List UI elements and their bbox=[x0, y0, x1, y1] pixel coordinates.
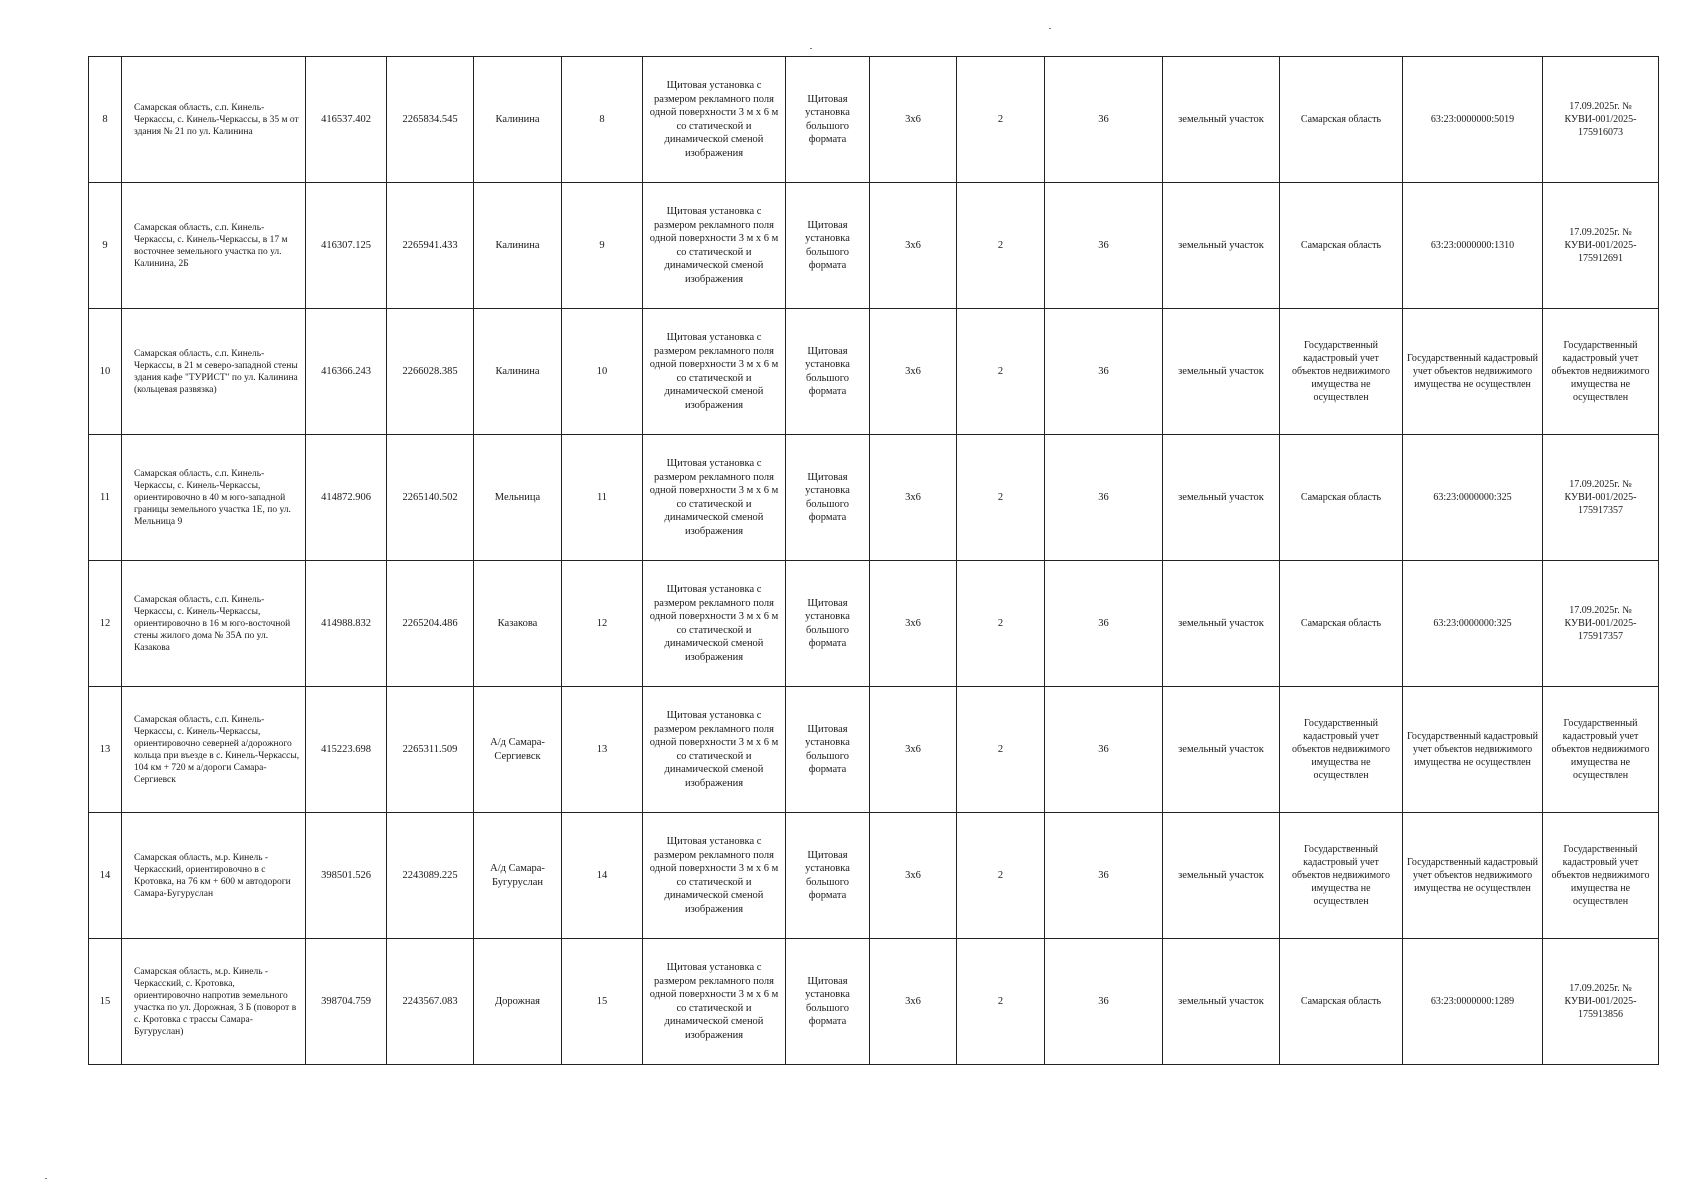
coord-x-cell: 416307.125 bbox=[306, 183, 387, 309]
owner-cell: Самарская область bbox=[1280, 57, 1403, 183]
table-row bbox=[89, 939, 1659, 1065]
land-type-cell: земельный участок bbox=[1163, 183, 1280, 309]
area-cell: 36 bbox=[1045, 57, 1163, 183]
registry-record-cell: Государственный кадастровый учет объектов недвижимого имущества не осуществлен bbox=[1543, 687, 1659, 813]
sides-cell: 2 bbox=[957, 309, 1045, 435]
size-cell: 3х6 bbox=[870, 687, 957, 813]
table-row bbox=[89, 687, 1659, 813]
structure-type-cell: Щитовая установка с размером рекламного поля одной поверхности 3 м х 6 м со статической и динамической сменой изображения bbox=[643, 309, 786, 435]
area-cell: 36 bbox=[1045, 687, 1163, 813]
structure-type-cell: Щитовая установка с размером рекламного поля одной поверхности 3 м х 6 м со статической и динамической сменой изображения bbox=[643, 183, 786, 309]
place-number-cell: 14 bbox=[562, 813, 643, 939]
place-number-cell: 11 bbox=[562, 435, 643, 561]
area-cell: 36 bbox=[1045, 561, 1163, 687]
cadastral-number-cell: 63:23:0000000:325 bbox=[1403, 561, 1543, 687]
size-cell: 3х6 bbox=[870, 309, 957, 435]
land-type-cell: земельный участок bbox=[1163, 561, 1280, 687]
owner-cell: Государственный кадастровый учет объектов недвижимого имущества не осуществлен bbox=[1280, 813, 1403, 939]
coord-y-cell: 2243089.225 bbox=[387, 813, 474, 939]
land-type-cell: земельный участок bbox=[1163, 435, 1280, 561]
row-number: 11 bbox=[89, 435, 122, 561]
area-cell: 36 bbox=[1045, 813, 1163, 939]
row-number: 12 bbox=[89, 561, 122, 687]
scan-speck bbox=[45, 1178, 47, 1179]
structure-type-cell: Щитовая установка с размером рекламного поля одной поверхности 3 м х 6 м со статической и динамической сменой изображения bbox=[643, 561, 786, 687]
structure-type-cell: Щитовая установка с размером рекламного поля одной поверхности 3 м х 6 м со статической и динамической сменой изображения bbox=[643, 939, 786, 1065]
size-cell: 3х6 bbox=[870, 435, 957, 561]
structure-type-cell: Щитовая установка с размером рекламного поля одной поверхности 3 м х 6 м со статической и динамической сменой изображения bbox=[643, 435, 786, 561]
scan-speck bbox=[1049, 28, 1051, 29]
scan-speck bbox=[810, 48, 812, 49]
owner-cell: Государственный кадастровый учет объектов недвижимого имущества не осуществлен bbox=[1280, 309, 1403, 435]
place-number-cell: 15 bbox=[562, 939, 643, 1065]
table-row bbox=[89, 435, 1659, 561]
street-cell: Калинина bbox=[474, 309, 562, 435]
registry-record-cell: 17.09.2025г. № КУВИ-001/2025-175916073 bbox=[1543, 57, 1659, 183]
size-cell: 3х6 bbox=[870, 813, 957, 939]
address-cell: Самарская область, с.п. Кинель-Черкассы, с. Кинель-Черкассы, ориентировочно северней а/дорожного кольца при въезде в с. Кинель-Черкассы, 104 км + 720 м а/дороги Самара-Сергиевск bbox=[122, 687, 306, 813]
row-number: 10 bbox=[89, 309, 122, 435]
street-cell: А/д Самара-Бугуруслан bbox=[474, 813, 562, 939]
cadastral-number-cell: Государственный кадастровый учет объектов недвижимого имущества не осуществлен bbox=[1403, 813, 1543, 939]
place-number-cell: 13 bbox=[562, 687, 643, 813]
land-type-cell: земельный участок bbox=[1163, 309, 1280, 435]
street-cell: Калинина bbox=[474, 57, 562, 183]
registry-record-cell: 17.09.2025г. № КУВИ-001/2025-175912691 bbox=[1543, 183, 1659, 309]
owner-cell: Самарская область bbox=[1280, 435, 1403, 561]
structure-type-cell: Щитовая установка с размером рекламного поля одной поверхности 3 м х 6 м со статической и динамической сменой изображения bbox=[643, 813, 786, 939]
area-cell: 36 bbox=[1045, 183, 1163, 309]
row-number: 9 bbox=[89, 183, 122, 309]
coord-x-cell: 416366.243 bbox=[306, 309, 387, 435]
address-cell: Самарская область, с.п. Кинель-Черкассы, с. Кинель-Черкассы, в 17 м восточнее земельного участка по ул. Калинина, 2Б bbox=[122, 183, 306, 309]
cadastral-number-cell: 63:23:0000000:1310 bbox=[1403, 183, 1543, 309]
registry-record-cell: 17.09.2025г. № КУВИ-001/2025-175913856 bbox=[1543, 939, 1659, 1065]
coord-y-cell: 2265941.433 bbox=[387, 183, 474, 309]
format-cell: Щитовая установка большого формата bbox=[786, 183, 870, 309]
coord-x-cell: 398704.759 bbox=[306, 939, 387, 1065]
address-cell: Самарская область, с.п. Кинель-Черкассы, с. Кинель-Черкассы, ориентировочно в 16 м юго-восточной стены жилого дома № 35А по ул. Казакова bbox=[122, 561, 306, 687]
address-cell: Самарская область, м.р. Кинель - Черкасский, ориентировочно в с Кротовка, на 76 км + 600 м автодороги Самара-Бугуруслан bbox=[122, 813, 306, 939]
sides-cell: 2 bbox=[957, 687, 1045, 813]
registry-record-cell: Государственный кадастровый учет объектов недвижимого имущества не осуществлен bbox=[1543, 309, 1659, 435]
land-type-cell: земельный участок bbox=[1163, 57, 1280, 183]
cadastral-number-cell: 63:23:0000000:325 bbox=[1403, 435, 1543, 561]
area-cell: 36 bbox=[1045, 939, 1163, 1065]
format-cell: Щитовая установка большого формата bbox=[786, 435, 870, 561]
coord-y-cell: 2265140.502 bbox=[387, 435, 474, 561]
address-cell: Самарская область, с.п. Кинель-Черкассы, с. Кинель-Черкассы, ориентировочно в 40 м юго-западной границы земельного участка 1Е, по ул. Мельница 9 bbox=[122, 435, 306, 561]
structure-type-cell: Щитовая установка с размером рекламного поля одной поверхности 3 м х 6 м со статической и динамической сменой изображения bbox=[643, 687, 786, 813]
owner-cell: Самарская область bbox=[1280, 561, 1403, 687]
table-row bbox=[89, 57, 1659, 183]
area-cell: 36 bbox=[1045, 435, 1163, 561]
land-type-cell: земельный участок bbox=[1163, 813, 1280, 939]
table-row bbox=[89, 813, 1659, 939]
place-number-cell: 9 bbox=[562, 183, 643, 309]
coord-y-cell: 2265834.545 bbox=[387, 57, 474, 183]
structure-type-cell: Щитовая установка с размером рекламного поля одной поверхности 3 м х 6 м со статической и динамической сменой изображения bbox=[643, 57, 786, 183]
owner-cell: Самарская область bbox=[1280, 939, 1403, 1065]
format-cell: Щитовая установка большого формата bbox=[786, 687, 870, 813]
registry-record-cell: Государственный кадастровый учет объектов недвижимого имущества не осуществлен bbox=[1543, 813, 1659, 939]
size-cell: 3х6 bbox=[870, 939, 957, 1065]
cadastral-number-cell: Государственный кадастровый учет объектов недвижимого имущества не осуществлен bbox=[1403, 309, 1543, 435]
place-number-cell: 12 bbox=[562, 561, 643, 687]
place-number-cell: 8 bbox=[562, 57, 643, 183]
address-cell: Самарская область, с.п. Кинель-Черкассы, в 21 м северо-западной стены здания кафе "ТУРИСТ" по ул. Калинина (кольцевая развязка) bbox=[122, 309, 306, 435]
coord-x-cell: 398501.526 bbox=[306, 813, 387, 939]
size-cell: 3х6 bbox=[870, 183, 957, 309]
format-cell: Щитовая установка большого формата bbox=[786, 57, 870, 183]
coord-x-cell: 415223.698 bbox=[306, 687, 387, 813]
row-number: 8 bbox=[89, 57, 122, 183]
street-cell: Калинина bbox=[474, 183, 562, 309]
owner-cell: Государственный кадастровый учет объектов недвижимого имущества не осуществлен bbox=[1280, 687, 1403, 813]
format-cell: Щитовая установка большого формата bbox=[786, 309, 870, 435]
row-number: 14 bbox=[89, 813, 122, 939]
street-cell: А/д Самара-Сергиевск bbox=[474, 687, 562, 813]
table-row bbox=[89, 183, 1659, 309]
row-number: 13 bbox=[89, 687, 122, 813]
format-cell: Щитовая установка большого формата bbox=[786, 939, 870, 1065]
address-cell: Самарская область, м.р. Кинель - Черкасский, с. Кротовка, ориентировочно напротив земельного участка по ул. Дорожная, 3 Б (поворот в с. Кротовка с трассы Самара-Бугуруслан) bbox=[122, 939, 306, 1065]
format-cell: Щитовая установка большого формата bbox=[786, 561, 870, 687]
sides-cell: 2 bbox=[957, 435, 1045, 561]
coord-x-cell: 416537.402 bbox=[306, 57, 387, 183]
table-row bbox=[89, 309, 1659, 435]
cadastral-number-cell: 63:23:0000000:1289 bbox=[1403, 939, 1543, 1065]
table-body bbox=[89, 57, 1659, 1065]
sides-cell: 2 bbox=[957, 561, 1045, 687]
row-number: 15 bbox=[89, 939, 122, 1065]
land-type-cell: земельный участок bbox=[1163, 939, 1280, 1065]
owner-cell: Самарская область bbox=[1280, 183, 1403, 309]
coord-y-cell: 2265311.509 bbox=[387, 687, 474, 813]
cadastral-number-cell: 63:23:0000000:5019 bbox=[1403, 57, 1543, 183]
coord-y-cell: 2265204.486 bbox=[387, 561, 474, 687]
advertising-structures-table bbox=[88, 56, 1659, 1065]
registry-sheet bbox=[88, 56, 1659, 1065]
street-cell: Мельница bbox=[474, 435, 562, 561]
address-cell: Самарская область, с.п. Кинель-Черкассы, с. Кинель-Черкассы, в 35 м от здания № 21 по ул. Калинина bbox=[122, 57, 306, 183]
place-number-cell: 10 bbox=[562, 309, 643, 435]
sides-cell: 2 bbox=[957, 183, 1045, 309]
sides-cell: 2 bbox=[957, 57, 1045, 183]
area-cell: 36 bbox=[1045, 309, 1163, 435]
format-cell: Щитовая установка большого формата bbox=[786, 813, 870, 939]
registry-record-cell: 17.09.2025г. № КУВИ-001/2025-175917357 bbox=[1543, 561, 1659, 687]
coord-x-cell: 414872.906 bbox=[306, 435, 387, 561]
land-type-cell: земельный участок bbox=[1163, 687, 1280, 813]
size-cell: 3х6 bbox=[870, 561, 957, 687]
table-row bbox=[89, 561, 1659, 687]
street-cell: Дорожная bbox=[474, 939, 562, 1065]
coord-x-cell: 414988.832 bbox=[306, 561, 387, 687]
cadastral-number-cell: Государственный кадастровый учет объектов недвижимого имущества не осуществлен bbox=[1403, 687, 1543, 813]
street-cell: Казакова bbox=[474, 561, 562, 687]
size-cell: 3х6 bbox=[870, 57, 957, 183]
coord-y-cell: 2266028.385 bbox=[387, 309, 474, 435]
coord-y-cell: 2243567.083 bbox=[387, 939, 474, 1065]
sides-cell: 2 bbox=[957, 813, 1045, 939]
sides-cell: 2 bbox=[957, 939, 1045, 1065]
registry-record-cell: 17.09.2025г. № КУВИ-001/2025-175917357 bbox=[1543, 435, 1659, 561]
